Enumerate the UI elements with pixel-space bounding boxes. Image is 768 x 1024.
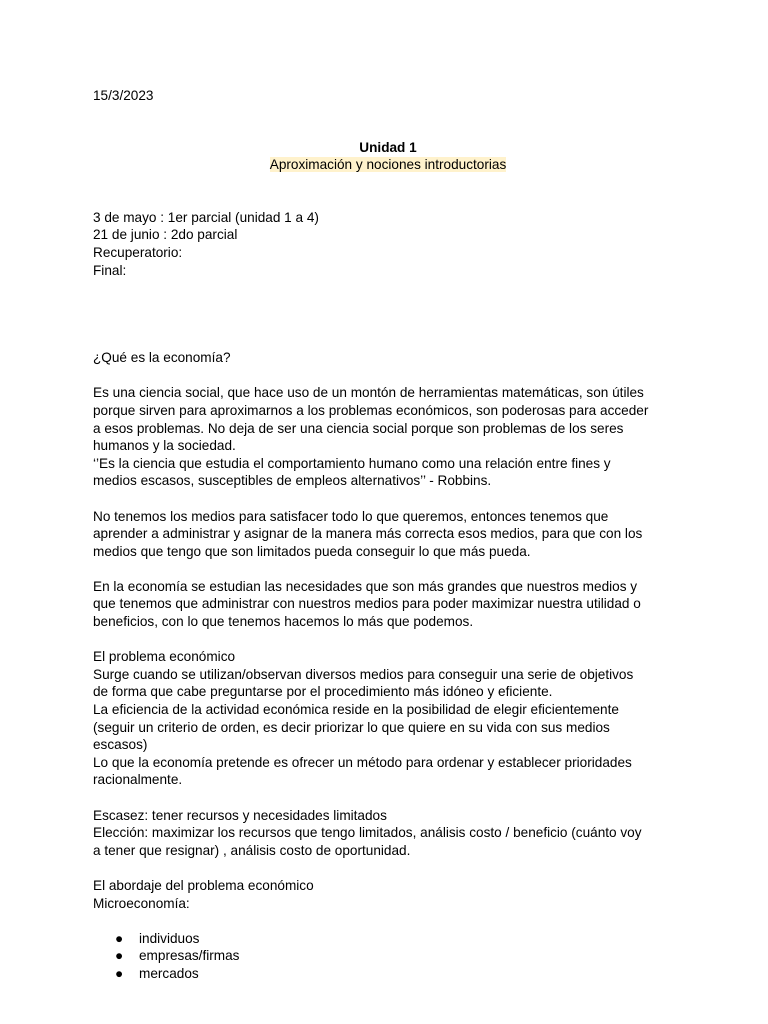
schedule-line: 21 de junio : 2do parcial <box>93 227 238 243</box>
text-line: medios escasos, susceptibles de empleos alternativos’’ - Robbins. <box>93 473 492 489</box>
paragraph-approach <box>93 877 683 912</box>
text-line: aprender a administrar y asignar de la manera más correcta esos medios, para que con los <box>93 526 643 542</box>
document-date: 15/3/2023 <box>93 88 154 103</box>
text-line: beneficios, con lo que tenemos hacemos lo más que podemos. <box>93 614 474 630</box>
spacer <box>93 631 683 649</box>
text-line: Surge cuando se utilizan/observan diversos medios para conseguir una serie de objetivos <box>93 666 634 682</box>
text-line: escasos) <box>93 737 148 753</box>
text-line: porque sirven para aproximarnos a los problemas económicos, son poderosas para acceder <box>93 402 649 418</box>
paragraph-definition <box>93 384 683 490</box>
schedule-line: 3 de mayo : 1er parcial (unidad 1 a 4) <box>93 209 319 225</box>
document-page <box>93 87 683 983</box>
schedule-line: Final: <box>93 262 127 278</box>
paragraph-means <box>93 508 683 561</box>
section-question: ¿Qué es la economía? <box>93 350 231 366</box>
text-line: a esos problemas. No deja de ser una ciencia social porque son problemas de los seres <box>93 420 624 436</box>
text-line: de forma que cabe preguntarse por el procedimiento más idóneo y eficiente. <box>93 684 553 700</box>
paragraph-scarcity <box>93 807 683 860</box>
unit-subtitle: Aproximación y nociones introductorias <box>269 157 507 173</box>
spacer <box>93 560 683 578</box>
bullet-icon: ● <box>115 930 124 946</box>
text-line: a tener que resignar) , análisis costo de oportunidad. <box>93 842 411 858</box>
text-line: Lo que la economía pretende es ofrecer un método para ordenar y establecer prioridades <box>93 754 632 770</box>
list-item-label: individuos <box>139 930 200 946</box>
list-item <box>93 947 683 965</box>
list-item-label: empresas/firmas <box>139 948 240 964</box>
text-line: Es una ciencia social, que hace uso de un montón de herramientas matemáticas, son útiles <box>93 385 644 401</box>
list-item <box>93 965 683 983</box>
text-line: medios que tengo que son limitados pueda conseguir lo que más pueda. <box>93 543 531 559</box>
unit-title: Unidad 1 <box>359 139 417 155</box>
list-item-label: mercados <box>139 965 199 981</box>
paragraph-economic-problem <box>93 648 683 789</box>
list-item <box>93 930 683 948</box>
paragraph-needs <box>93 578 683 631</box>
text-line: Escasez: tener recursos y necesidades limitados <box>93 807 387 823</box>
text-line: que tenemos que administrar con nuestros medios para poder maximizar nuestra utilidad o <box>93 596 641 612</box>
spacer <box>93 490 683 508</box>
text-line: Microeconomía: <box>93 895 190 911</box>
unit-subtitle-line <box>93 156 683 174</box>
text-line: No tenemos los medios para satisfacer todo lo que queremos, entonces tenemos que <box>93 508 609 524</box>
spacer <box>93 912 683 930</box>
text-line: ‘’Es la ciencia que estudia el comportamiento humano como una relación entre fines y <box>93 455 611 471</box>
text-line: En la economía se estudian las necesidades que son más grandes que nuestros medios y <box>93 578 638 594</box>
bullet-icon: ● <box>115 948 124 964</box>
spacer <box>93 279 683 349</box>
text-line: La eficiencia de la actividad económica reside en la posibilidad de elegir eficientemente <box>93 702 619 718</box>
spacer <box>93 859 683 877</box>
schedule-line: Recuperatorio: <box>93 244 183 260</box>
unit-heading <box>93 139 683 174</box>
bullet-icon: ● <box>115 965 124 981</box>
microeconomics-list <box>93 930 683 983</box>
exam-schedule <box>93 209 683 279</box>
text-line: (seguir un criterio de orden, es decir priorizar lo que quiere en su vida con sus medios <box>93 719 610 735</box>
text-line: Elección: maximizar los recursos que tengo limitados, análisis costo / beneficio (cuánto voy <box>93 825 642 841</box>
text-line: El abordaje del problema económico <box>93 877 314 893</box>
spacer <box>93 789 683 807</box>
text-line: humanos y la sociedad. <box>93 438 236 454</box>
text-line: racionalmente. <box>93 772 183 788</box>
text-line: El problema económico <box>93 649 236 665</box>
spacer <box>93 367 683 385</box>
